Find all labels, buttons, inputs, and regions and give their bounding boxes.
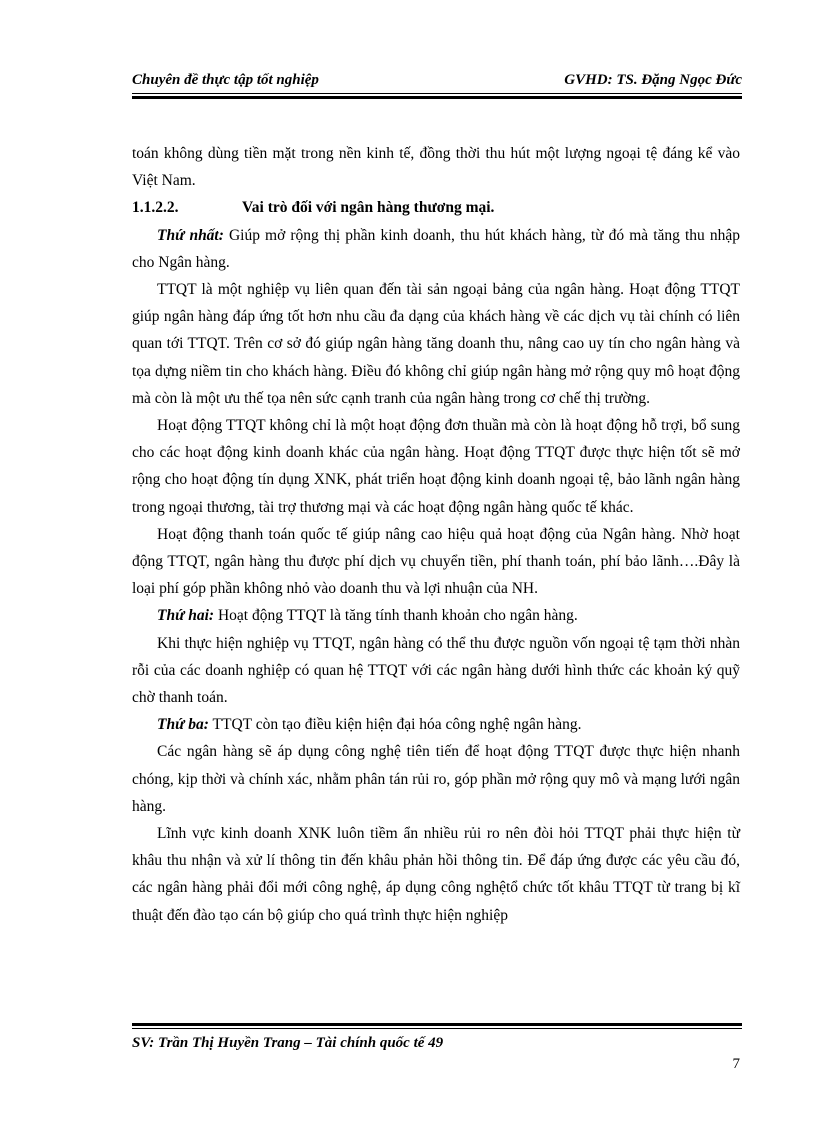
third-point-label: Thứ ba: [157,716,209,734]
footer-rule-thin [132,1028,742,1029]
header-supervisor: GVHD: TS. Đặng Ngọc Đức [564,72,742,88]
header-document-title: Chuyên đề thực tập tốt nghiệp [132,72,319,88]
paragraph: Hoạt động thanh toán quốc tế giúp nâng cao hiệu quả hoạt động của Ngân hàng. Nhờ hoạt động TTQT, ngân hàng thu được phí dịch vụ chuyển tiền, phí thanh toán, phí bảo lãnh….Đây là loại phí góp phần không nhỏ vào doanh thu và lợi nhuận của NH. [132,525,740,598]
section-heading-number: 1.1.2.2. [132,199,179,217]
third-point-text: TTQT còn tạo điều kiện hiện đại hóa công nghệ ngân hàng. [208,716,582,734]
paragraph: Hoạt động TTQT không chỉ là một hoạt động đơn thuần mà còn là hoạt động hỗ trợi, bổ sung cho các hoạt động kinh doanh khác của ngân hàng. Hoạt động TTQT được thực hiện tốt sẽ mở rộng cho hoạt động tín dụng XNK, phát triển hoạt động kinh doanh ngoại tệ, bảo lãnh ngân hàng trong ngoại thương, tài trợ thương mại và các hoạt động ngân hàng quốc tế khác. [132,417,740,516]
second-point-text: Hoạt động TTQT là tăng tính thanh khoản cho ngân hàng. [214,607,578,625]
page-body [132,140,740,929]
paragraph-third-point [132,711,740,738]
paragraph: Các ngân hàng sẽ áp dụng công nghệ tiên tiến để hoạt động TTQT được thực hiện nhanh chóng, kịp thời và chính xác, nhằm phân tán rủi ro, góp phần mở rộng quy mô và mạng lưới ngân hàng. [132,743,740,815]
paragraph: Khi thực hiện nghiệp vụ TTQT, ngân hàng có thể thu được nguồn vốn ngoại tệ tạm thời nhàn rỗi của các doanh nghiệp có quan hệ TTQT với các ngân hàng dưới hình thức các khoản ký quỹ chờ thanh toán. [132,634,740,707]
second-point-label: Thứ hai: [157,607,215,625]
section-heading [132,194,740,221]
paragraph: Lĩnh vực kinh doanh XNK luôn tiềm ẩn nhiều rủi ro nên đòi hỏi TTQT phải thực hiện từ khâu thu nhận và xử lí thông tin đến khâu phản hồi thông tin. Để đáp ứng được các yêu cầu đó, các ngân hàng phải đổi mới công nghệ, áp dụng công nghệtổ chức tốt khâu TTQT từ trang bị kĩ thuật đến đào tạo cán bộ giúp cho quá trình thực hiện nghiệp [132,825,740,924]
paragraph-first-point [132,222,740,276]
paragraph-second-point [132,602,740,629]
footer-rule-thick [132,1023,742,1026]
paragraph-continuation: toán không dùng tiền mặt trong nền kinh tế, đồng thời thu hút một lượng ngoại tệ đáng kể vào Việt Nam. [132,145,740,190]
header-rule-thin [132,93,742,94]
page-header [132,70,742,92]
first-point-text: Giúp mở rộng thị phần kinh doanh, thu hút khách hàng, từ đó mà tăng thu nhập cho Ngân hàng. [132,226,740,271]
section-heading-text: Vai trò đối với ngân hàng thương mại. [242,199,495,217]
header-rule-thick [132,96,742,99]
paragraph: TTQT là một nghiệp vụ liên quan đến tài sản ngoại bảng của ngân hàng. Hoạt động TTQT giúp ngân hàng đáp ứng tốt hơn nhu cầu đa dạng của khách hàng về các dịch vụ tài chính có liên quan tới TTQT. Trên cơ sở đó giúp ngân hàng tăng doanh thu, nâng cao uy tín cho ngân hàng và tọa dựng niềm tin cho khách hàng. Điều đó không chỉ giúp ngân hàng mở rộng quy mô hoạt động mà còn là một ưu thế tọa nên sức cạnh tranh của ngân hàng trong cơ chế thị trường. [132,281,740,407]
first-point-label: Thứ nhất: [157,226,224,244]
page-number: 7 [732,1056,740,1072]
page-footer: SV: Trần Thị Huyền Trang – Tài chính quốc tế 49 [132,1035,444,1051]
